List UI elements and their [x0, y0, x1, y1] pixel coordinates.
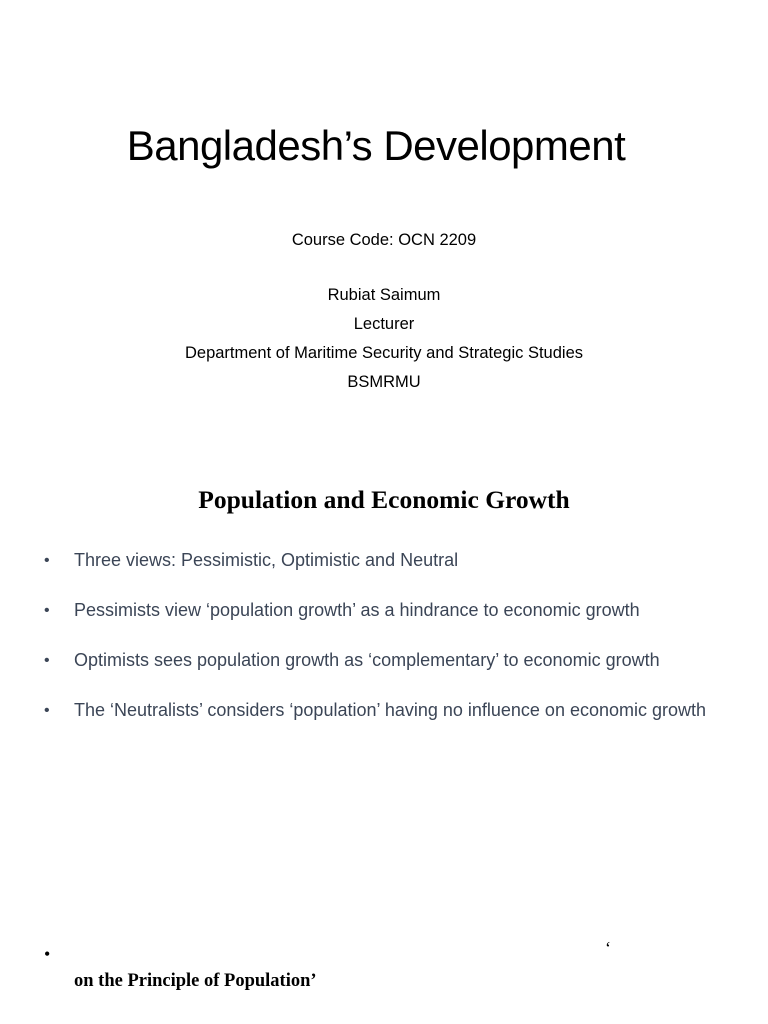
- footer-bullet-dot-icon: •: [44, 944, 51, 964]
- bullet-text: Optimists sees population growth as ‘complementary’ to economic growth: [74, 650, 660, 670]
- author-role: Lecturer: [353, 315, 415, 333]
- author-department: Department of Maritime Security and Strategic Studies: [184, 344, 583, 362]
- footer-fragment-text: on the Principle of Population’: [74, 971, 317, 991]
- slide-title: Bangladesh’s Development: [126, 122, 626, 169]
- author-name: Rubiat Saimum: [327, 286, 441, 304]
- author-institution: BSMRMU: [347, 373, 421, 391]
- bullet-dot-icon: •: [44, 652, 50, 669]
- bullet-dot-icon: •: [44, 602, 50, 619]
- bullet-item: [44, 648, 724, 673]
- section-title: Population and Economic Growth: [198, 485, 570, 514]
- bullet-dot-icon: •: [44, 702, 50, 719]
- bullet-list: [44, 548, 724, 748]
- author-block: [0, 281, 768, 397]
- bullet-text: Three views: Pessimistic, Optimistic and Neutral: [74, 550, 459, 570]
- bullet-item: [44, 698, 724, 723]
- bullet-dot-icon: •: [44, 552, 50, 569]
- bullet-text: The ‘Neutralists’ considers ‘population’ having no influence on economic growth: [74, 700, 707, 720]
- bullet-text: Pessimists view ‘population growth’ as a hindrance to economic growth: [74, 600, 640, 620]
- bullet-item: [44, 548, 724, 573]
- footer-quote-mark: ‘: [605, 938, 611, 958]
- course-code: Course Code: OCN 2209: [291, 231, 477, 249]
- bullet-item: [44, 598, 724, 623]
